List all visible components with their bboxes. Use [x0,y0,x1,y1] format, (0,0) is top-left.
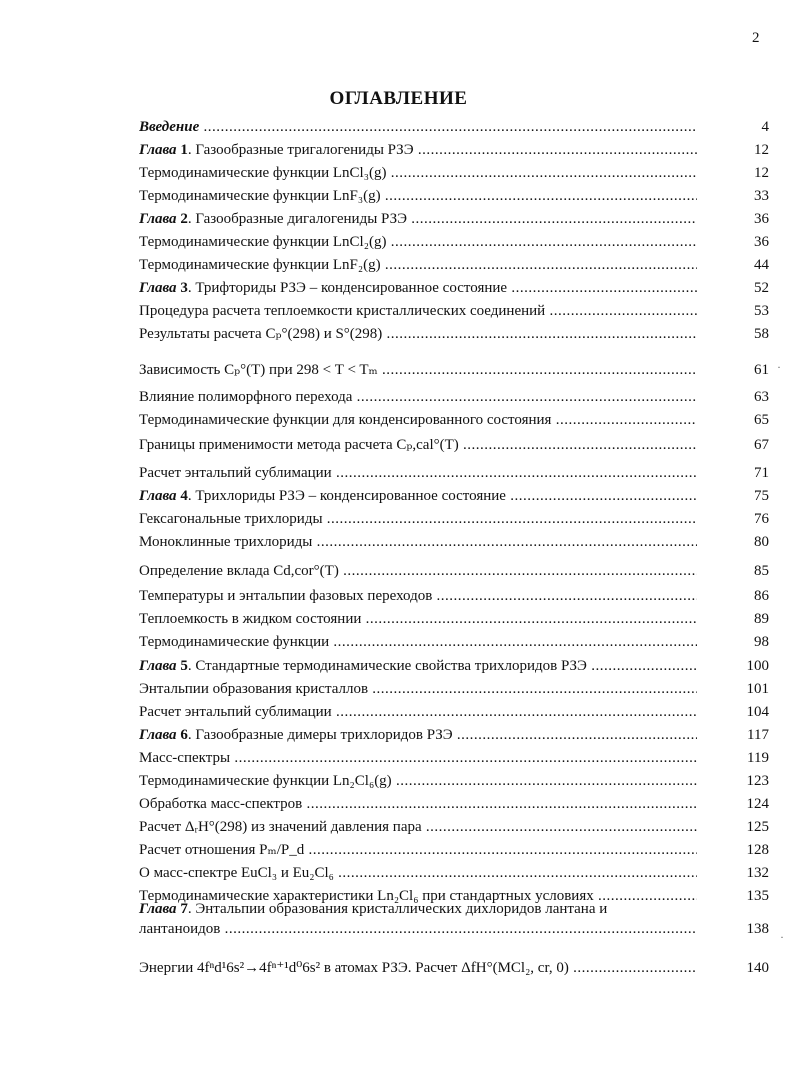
toc-entry [139,409,769,431]
toc-page-number: 132 [746,865,769,881]
chapter-number: 2 [176,211,188,227]
toc-entry-title [139,531,697,553]
toc-page-number: 125 [746,819,769,835]
entry-text: О масс-спектре EuCl₃ и Eu₂Cl₆ [139,865,334,881]
chapter-label: Глава [139,727,177,743]
toc-page-number: 128 [746,842,769,858]
entry-text: Определение вклада Cd,cor°(T) [139,563,339,579]
chapter-label: Глава [139,488,177,504]
scan-mark: · [780,930,784,944]
toc-entry-title [139,560,697,582]
toc-page-number: 12 [754,142,769,158]
entry-text: Процедура расчета теплоемкости кристаллических соединений [139,303,546,319]
toc-entry [139,724,769,746]
toc-entry-title [139,300,697,322]
toc-page-number: 36 [754,234,769,250]
toc-entry [139,277,769,299]
toc-entry-title [139,508,697,530]
toc-page-number: 124 [746,796,769,812]
toc-entry [139,701,769,723]
toc-entry [139,185,769,207]
entry-text: Результаты расчета Cₚ°(298) и S°(298) [139,326,383,342]
toc-entry-title [139,701,697,723]
entry-text: . Газообразные дигалогениды РЗЭ [187,211,407,227]
toc-page-number: 75 [754,488,769,504]
toc-page-number: 36 [754,211,769,227]
toc-entry [139,770,769,792]
chapter-number: 7 [176,901,188,917]
toc-entry [139,862,769,884]
toc-entry [139,434,769,456]
toc-page-number: 86 [754,588,769,604]
entry-text: Термодинамические функции LnF₃(g) [139,188,381,204]
entry-text: Термодинамические функции [139,634,330,650]
entry-text: . Газообразные тригалогениды РЗЭ [187,142,414,158]
entry-text: Влияние полиморфного перехода [139,389,353,405]
toc-entry-title [139,462,697,484]
toc-page-number: 67 [754,437,769,453]
chapter-label: Глава [139,142,177,158]
toc-entry-title [139,608,697,630]
toc-entry-title [139,957,697,979]
entry-text: Термодинамические функции LnCl₃(g) [139,165,387,181]
toc-entry-title [139,655,697,677]
toc-entry [139,359,769,381]
toc-entry-title [139,631,697,653]
toc-entry [139,631,769,653]
toc-page-number: 76 [754,511,769,527]
toc-entry-title [139,185,697,207]
toc-page-number: 89 [754,611,769,627]
toc-entry [139,531,769,553]
toc-entry [139,678,769,700]
toc-page-number: 52 [754,280,769,296]
toc-entry [139,839,769,861]
chapter-number: 5 [176,658,188,674]
toc-entry-title [139,162,697,184]
toc-entry-title [139,359,697,381]
toc-page-number: 98 [754,634,769,650]
toc-page-number: 100 [746,658,769,674]
entry-text: Обработка масс-спектров [139,796,303,812]
toc-entry [139,608,769,630]
toc-entry [139,560,769,582]
toc-page-number: 12 [754,165,769,181]
toc-entry-title [139,116,697,138]
toc-entry [139,508,769,530]
toc-entry-title [139,231,697,253]
toc-entry [139,386,769,408]
entry-text: Моноклинные трихлориды [139,534,313,550]
entry-text: Энергии 4fⁿd¹6s²→4fⁿ⁺¹d⁰6s² в атомах РЗЭ. Расчет ΔfH°(MCl₂, cr, 0) [139,960,569,976]
toc-page-number: 135 [746,888,769,904]
entry-text: Термодинамические функции Ln₂Cl₆(g) [139,773,392,789]
entry-text: . Стандартные термодинамические свойства трихлоридов РЗЭ [187,658,587,674]
toc-entry-continuation: лантаноидов ..... [139,918,697,940]
toc-entry [139,585,769,607]
entry-text: Границы применимости метода расчета Cₚ,cal°(T) [139,437,459,453]
toc-entry [139,816,769,838]
toc-page-number: 140 [746,960,769,976]
entry-text: Термодинамические функции для конденсированного состояния [139,412,552,428]
toc-entry-title [139,816,697,838]
entry-text: Термодинамические характеристики Ln₂Cl₆ при стандартных условиях [139,888,594,904]
entry-text: Гексагональные трихлориды [139,511,323,527]
toc-entry [139,162,769,184]
entry-text: . Газообразные димеры трихлоридов РЗЭ [187,727,453,743]
chapter-label: Глава [139,280,177,296]
toc-entry-title [139,747,697,769]
entry-text: Теплоемкость в жидком состоянии [139,611,362,627]
toc-entry-title [139,793,697,815]
chapter-number: 4 [176,488,188,504]
toc-entry [139,747,769,769]
entry-text: . Трифториды РЗЭ – конденсированное состояние [187,280,508,296]
toc-page-number: 33 [754,188,769,204]
toc-title: ОГЛАВЛЕНИЕ [329,88,468,109]
toc-entry-title [139,770,697,792]
toc-entry [139,655,769,677]
toc-entry [139,485,769,507]
toc-page-number: 65 [754,412,769,428]
toc-entry [139,901,769,952]
toc-page-number: 58 [754,326,769,342]
toc-page-number: 123 [746,773,769,789]
entry-text: Термодинамические функции LnF₂(g) [139,257,381,273]
scan-mark: · [777,360,781,374]
entry-text: Расчет ΔᵣH°(298) из значений давления пара [139,819,422,835]
entry-text: Масс-спектры [139,750,231,766]
toc-page-number: 104 [746,704,769,720]
toc-page-number: 71 [754,465,769,481]
toc-entry-title [139,678,697,700]
toc-entry [139,323,769,345]
page-number: 2 [752,30,760,46]
entry-text: Термодинамические функции LnCl₂(g) [139,234,387,250]
toc-page-number: 119 [747,750,769,766]
chapter-label: Глава [139,211,177,227]
chapter-label: Глава [139,658,177,674]
toc-entry-title [139,277,697,299]
toc-entry-title [139,254,697,276]
chapter-label: Глава [139,901,177,917]
chapter-number: 6 [176,727,188,743]
toc-page-number: 4 [761,119,769,135]
entry-text: . Энтальпии образования кристаллических дихлоридов лантана и [187,901,608,917]
chapter-number: 3 [176,280,188,296]
entry-text: Расчет энтальпий сублимации [139,704,332,720]
toc-page-number: 85 [754,563,769,579]
toc-entry-title [139,434,697,456]
toc-entry-title [139,585,697,607]
toc-entry-title [139,323,697,345]
toc-entry-title [139,208,697,230]
entry-text: Расчет энтальпий сублимации [139,465,332,481]
toc-entry [139,208,769,230]
toc-entry-title [139,485,697,507]
toc-entry-title [139,839,697,861]
toc-entry-title [139,386,697,408]
toc-entry [139,462,769,484]
toc-entry [139,116,769,138]
toc-page-number: 63 [754,389,769,405]
toc-page-number: 53 [754,303,769,319]
entry-text: Температуры и энтальпии фазовых переходов [139,588,433,604]
toc-page-number: 44 [754,257,769,273]
toc-entry-title [139,724,697,746]
toc-entry [139,300,769,322]
toc-entry [139,793,769,815]
toc-page-number: 117 [747,727,769,743]
entry-text: Энтальпии образования кристаллов [139,681,369,697]
toc-page-number: 101 [746,681,769,697]
toc-entry [139,139,769,161]
toc-entry [139,254,769,276]
toc-entry-title [139,139,697,161]
chapter-number: 1 [176,142,188,158]
toc-entry [139,957,769,979]
toc-entry-title [139,862,697,884]
toc-page-number: 61 [754,362,769,378]
toc-entry-title [139,409,697,431]
toc-entry [139,231,769,253]
entry-text: Зависимость Cₚ°(T) при 298 < T < Tₘ [139,362,378,378]
entry-text: Расчет отношения Pₘ/P_d [139,842,305,858]
toc-page-number: 80 [754,534,769,550]
chapter-label: Введение [139,119,200,135]
entry-text: . Трихлориды РЗЭ – конденсированное состояние [187,488,506,504]
toc-page-number: 138 [746,921,769,937]
